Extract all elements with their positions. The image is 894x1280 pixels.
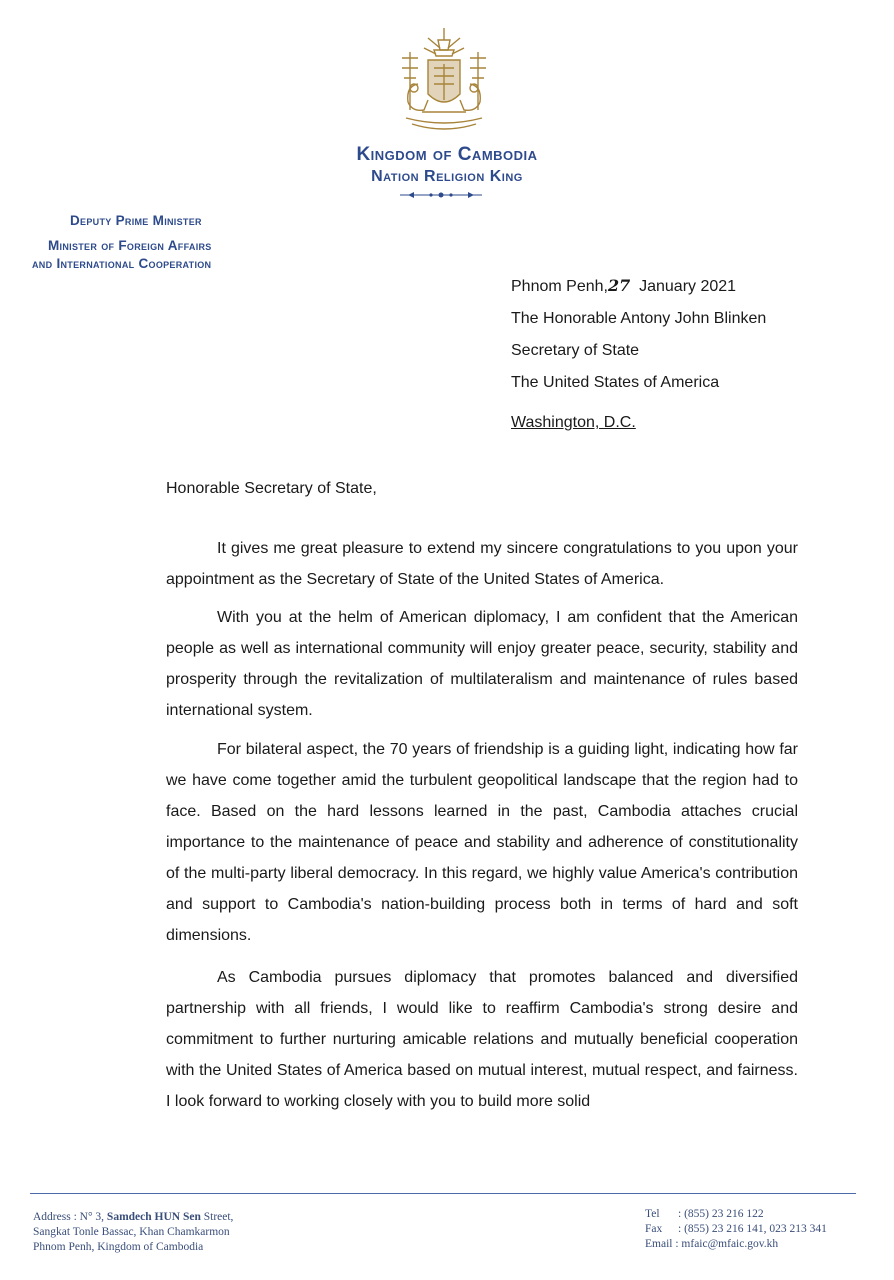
address-street-name: Samdech HUN Sen [106,1211,201,1223]
footer-fax [645,1222,827,1237]
sender-title: Deputy Prime Minister [70,213,202,228]
email-value: : mfaic@mfaic.gov.kh [675,1238,779,1250]
address-label: Address : N° 3, [33,1211,105,1223]
footer-address [33,1210,233,1255]
date-day-handwritten: 27 [607,276,631,295]
recipient-title: Secretary of State [511,342,640,359]
footer-tel [645,1207,827,1222]
salutation: Honorable Secretary of State, [166,480,377,497]
body-paragraph-1: It gives me great pleasure to extend my sincere congratulations to you upon your appointment as the Secretary of State of the United States of America. [166,540,798,588]
address-street-suffix: Street, [203,1211,234,1223]
email-label: Email [645,1238,673,1250]
tel-label: Tel [645,1208,660,1220]
footer-contacts [645,1207,827,1252]
tel-value: : (855) 23 216 122 [678,1208,764,1220]
national-motto: Nation Religion King [371,168,523,185]
date-place: Phnom Penh, [511,278,608,295]
date-month-year: January 2021 [639,278,737,295]
kingdom-heading: Kingdom of Cambodia [356,144,538,165]
recipient-block [511,270,766,399]
footer-address-line2: Sangkat Tonle Bassac, Khan Chamkarmon [33,1226,230,1238]
body-paragraph-2: With you at the helm of American diplomacy, I am confident that the American people as well as international community will enjoy greater peace, security, stability and prosperity through the revitalization of multilateralism and maintenance of rules based international system. [166,609,798,719]
sender-ministry-line2: and International Cooperation [32,256,212,271]
footer-divider [30,1193,856,1194]
fax-value: : (855) 23 216 141, 023 213 341 [678,1223,827,1235]
recipient-country: The United States of America [511,374,720,391]
recipient-city: Washington, D.C. [511,414,636,431]
recipient-name: The Honorable Antony John Blinken [511,310,767,327]
body-paragraph-4: As Cambodia pursues diplomacy that promotes balanced and diversified partnership with all friends, I would like to reaffirm Cambodia's strong desire and commitment to further nurturing amicable relations and mutually beneficial cooperation with the United States of America based on mutual interest, mutual respect, and fairness. I look forward to working closely with you to build more solid [166,969,798,1110]
letter-date [511,270,766,303]
footer-address-line1 [33,1210,233,1225]
footer-address-line3: Phnom Penh, Kingdom of Cambodia [33,1241,204,1253]
ornament-divider-icon [398,191,484,199]
fax-label: Fax [645,1223,663,1235]
footer-email [645,1237,827,1252]
body-paragraph-3: For bilateral aspect, the 70 years of friendship is a guiding light, indicating how far we have come together amid the turbulent geopolitical landscape that the region had to face. Based on the hard lessons learned in the past, Cambodia attaches crucial importance to the maintenance of peace and stability and adherence of constitutionality of the multi-party liberal democracy. In this regard, we highly value America's contribution and support to Cambodia's nation-building process both in terms of hard and soft dimensions. [166,741,798,944]
royal-coat-of-arms-icon [388,24,500,136]
sender-ministry-line1: Minister of Foreign Affairs [48,238,212,253]
